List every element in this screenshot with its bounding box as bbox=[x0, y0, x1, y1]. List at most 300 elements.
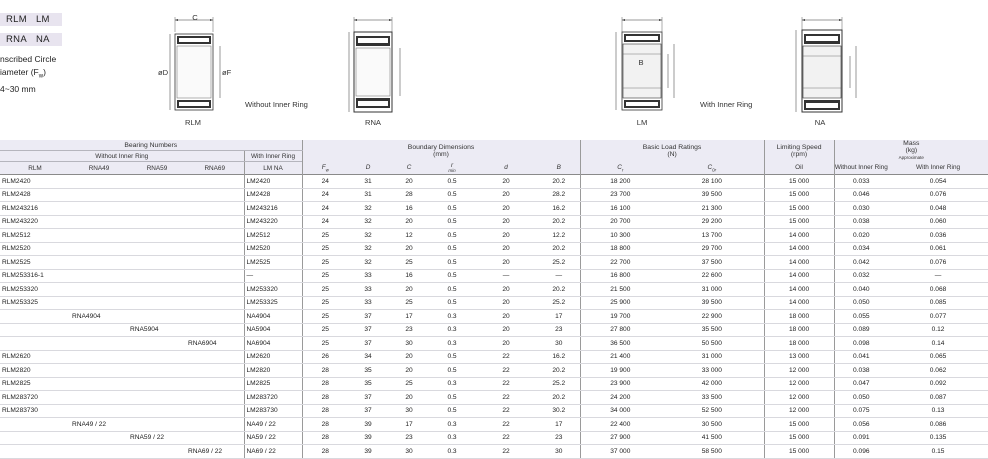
cell-d-inner: 22 bbox=[474, 404, 538, 418]
cell-rlm: RLM283720 bbox=[0, 391, 70, 405]
cell-rna59 bbox=[128, 229, 186, 243]
cell-cor: 58 500 bbox=[660, 445, 764, 459]
col-c: C bbox=[406, 164, 412, 172]
cell-d-outer: 35 bbox=[348, 377, 388, 391]
cell-rlm bbox=[0, 337, 70, 351]
cell-cr: 19 900 bbox=[580, 364, 660, 378]
cell-oil-speed: 15 000 bbox=[764, 418, 834, 432]
cell-rna59 bbox=[128, 364, 186, 378]
col-fw: $F_w$ bbox=[302, 162, 348, 175]
cell-c: 20 bbox=[388, 350, 430, 364]
cell-fw: 25 bbox=[302, 283, 348, 297]
table-row bbox=[0, 431, 988, 445]
header-load-ratings: Basic Load Ratings (N) bbox=[580, 140, 764, 162]
cell-d-inner: 22 bbox=[474, 418, 538, 432]
cell-cor: 28 100 bbox=[660, 175, 764, 189]
table-row bbox=[0, 337, 988, 351]
cell-cr: 19 700 bbox=[580, 310, 660, 324]
cell-mass-without: 0.038 bbox=[834, 364, 888, 378]
cell-cr: 16 100 bbox=[580, 202, 660, 216]
cell-c: 30 bbox=[388, 404, 430, 418]
cell-with-inner-ring: LM2520 bbox=[244, 242, 302, 256]
cell-cr: 21 400 bbox=[580, 350, 660, 364]
cell-d-inner: 20 bbox=[474, 202, 538, 216]
cell-cor: 50 500 bbox=[660, 337, 764, 351]
cell-b: 25.2 bbox=[538, 256, 580, 270]
cell-d-outer: 37 bbox=[348, 310, 388, 324]
cell-mass-with: 0.13 bbox=[888, 404, 988, 418]
cell-oil-speed: 15 000 bbox=[764, 215, 834, 229]
cell-r-min: 0.3 bbox=[430, 431, 474, 445]
cell-rlm bbox=[0, 431, 70, 445]
cell-with-inner-ring: LM243216 bbox=[244, 202, 302, 216]
cell-r-min: 0.5 bbox=[430, 404, 474, 418]
header-row-1 bbox=[0, 140, 988, 151]
cell-rna59: RNA59 / 22 bbox=[128, 431, 186, 445]
cell-mass-with: 0.15 bbox=[888, 445, 988, 459]
cell-r-min: 0.5 bbox=[430, 202, 474, 216]
cell-cor: 33 000 bbox=[660, 364, 764, 378]
header-mass: Mass (kg) Approximate bbox=[834, 140, 988, 162]
bearing-spec-table bbox=[0, 140, 988, 459]
cell-rna49 bbox=[70, 431, 128, 445]
cell-with-inner-ring: LM2525 bbox=[244, 256, 302, 270]
cell-rna49 bbox=[70, 445, 128, 459]
cell-d-inner: 20 bbox=[474, 323, 538, 337]
cell-d-inner: 22 bbox=[474, 377, 538, 391]
cell-fw: 28 bbox=[302, 431, 348, 445]
cell-mass-with: 0.087 bbox=[888, 391, 988, 405]
cell-with-inner-ring: LM283730 bbox=[244, 404, 302, 418]
cell-cr: 23 900 bbox=[580, 377, 660, 391]
cell-mass-without: 0.056 bbox=[834, 418, 888, 432]
cell-c: 20 bbox=[388, 215, 430, 229]
cell-d-inner: 20 bbox=[474, 283, 538, 297]
diagram-lm bbox=[610, 14, 680, 118]
cell-fw: 28 bbox=[302, 391, 348, 405]
cell-b: 20.2 bbox=[538, 215, 580, 229]
cell-rna69 bbox=[186, 364, 244, 378]
cell-with-inner-ring: NA5904 bbox=[244, 323, 302, 337]
cell-r-min: 0.5 bbox=[430, 350, 474, 364]
dim-d-label: øD bbox=[158, 68, 169, 77]
table-row bbox=[0, 364, 988, 378]
cell-c: 30 bbox=[388, 445, 430, 459]
cell-mass-with: 0.085 bbox=[888, 296, 988, 310]
table-row bbox=[0, 418, 988, 432]
series-tag-lm: LM bbox=[35, 14, 50, 25]
cell-oil-speed: 15 000 bbox=[764, 188, 834, 202]
cell-rna69 bbox=[186, 269, 244, 283]
cell-rna69 bbox=[186, 256, 244, 270]
cell-rlm: RLM2520 bbox=[0, 242, 70, 256]
diagram-rna bbox=[340, 14, 410, 118]
cell-d-inner: 20 bbox=[474, 256, 538, 270]
cell-fw: 28 bbox=[302, 445, 348, 459]
col-lm-na: LM NA bbox=[244, 162, 302, 175]
table-row bbox=[0, 269, 988, 283]
cell-r-min: 0.3 bbox=[430, 310, 474, 324]
cell-rna59 bbox=[128, 269, 186, 283]
cell-rna59 bbox=[128, 296, 186, 310]
col-mass-without: Without Inner Ring bbox=[834, 162, 888, 175]
cell-cr: 16 800 bbox=[580, 269, 660, 283]
cell-rlm bbox=[0, 310, 70, 324]
cell-d-outer: 39 bbox=[348, 445, 388, 459]
cell-r-min: 0.5 bbox=[430, 256, 474, 270]
cell-r-min: 0.5 bbox=[430, 391, 474, 405]
cell-cr: 27 800 bbox=[580, 323, 660, 337]
cell-rna49 bbox=[70, 391, 128, 405]
cell-rna59 bbox=[128, 391, 186, 405]
cell-r-min: 0.5 bbox=[430, 242, 474, 256]
cell-c: 20 bbox=[388, 364, 430, 378]
cell-with-inner-ring: LM2420 bbox=[244, 175, 302, 189]
cell-d-inner: 22 bbox=[474, 364, 538, 378]
cell-b: 12.2 bbox=[538, 229, 580, 243]
cell-mass-with: 0.086 bbox=[888, 418, 988, 432]
cell-with-inner-ring: LM2820 bbox=[244, 364, 302, 378]
cell-rna69 bbox=[186, 350, 244, 364]
col-cr: $C_r$ bbox=[580, 162, 660, 175]
table-row bbox=[0, 404, 988, 418]
cell-d-outer: 37 bbox=[348, 391, 388, 405]
cell-b: 20.2 bbox=[538, 283, 580, 297]
cell-cr: 21 500 bbox=[580, 283, 660, 297]
cell-b: 30 bbox=[538, 445, 580, 459]
cell-with-inner-ring: LM283720 bbox=[244, 391, 302, 405]
cell-rlm: RLM253320 bbox=[0, 283, 70, 297]
cell-rlm: RLM243216 bbox=[0, 202, 70, 216]
cell-mass-without: 0.050 bbox=[834, 391, 888, 405]
cell-r-min: 0.5 bbox=[430, 215, 474, 229]
cell-mass-without: 0.046 bbox=[834, 188, 888, 202]
cell-r-min: 0.5 bbox=[430, 283, 474, 297]
cell-rna69 bbox=[186, 296, 244, 310]
cell-mass-without: 0.042 bbox=[834, 256, 888, 270]
inscribed-circle-note bbox=[0, 53, 56, 95]
cell-mass-with: 0.062 bbox=[888, 364, 988, 378]
inscribed-line3: 4~30 mm bbox=[0, 83, 36, 94]
cell-rna69 bbox=[186, 431, 244, 445]
col-rlm: RLM bbox=[28, 164, 42, 172]
cell-cor: 33 500 bbox=[660, 391, 764, 405]
cell-d-inner: — bbox=[474, 269, 538, 283]
cell-mass-without: 0.047 bbox=[834, 377, 888, 391]
cell-c: 17 bbox=[388, 310, 430, 324]
cell-mass-without: 0.032 bbox=[834, 269, 888, 283]
cell-cor: 35 500 bbox=[660, 323, 764, 337]
cell-rna49 bbox=[70, 188, 128, 202]
cell-oil-speed: 15 000 bbox=[764, 202, 834, 216]
cell-mass-without: 0.096 bbox=[834, 445, 888, 459]
cell-rlm: RLM2420 bbox=[0, 175, 70, 189]
cell-rna69 bbox=[186, 310, 244, 324]
cell-rna49 bbox=[70, 337, 128, 351]
cell-mass-with: 0.060 bbox=[888, 215, 988, 229]
cell-mass-with: 0.092 bbox=[888, 377, 988, 391]
cell-fw: 24 bbox=[302, 215, 348, 229]
table-row bbox=[0, 310, 988, 324]
cell-cor: 39 500 bbox=[660, 296, 764, 310]
header-bearing-numbers: Bearing Numbers bbox=[0, 140, 302, 151]
dim-fw-label: øF bbox=[222, 68, 232, 77]
cell-rna59 bbox=[128, 418, 186, 432]
cell-oil-speed: 14 000 bbox=[764, 242, 834, 256]
cell-cr: 18 800 bbox=[580, 242, 660, 256]
cell-fw: 26 bbox=[302, 350, 348, 364]
cell-rna49 bbox=[70, 175, 128, 189]
cell-b: 23 bbox=[538, 431, 580, 445]
cell-mass-without: 0.089 bbox=[834, 323, 888, 337]
cell-with-inner-ring: LM2620 bbox=[244, 350, 302, 364]
cell-mass-without: 0.098 bbox=[834, 337, 888, 351]
cell-fw: 25 bbox=[302, 296, 348, 310]
cell-c: 20 bbox=[388, 175, 430, 189]
table-row bbox=[0, 229, 988, 243]
cell-mass-without: 0.040 bbox=[834, 283, 888, 297]
cell-rlm: RLM2428 bbox=[0, 188, 70, 202]
cell-oil-speed: 18 000 bbox=[764, 323, 834, 337]
cell-rna59 bbox=[128, 337, 186, 351]
cell-rna69 bbox=[186, 391, 244, 405]
cell-d-outer: 31 bbox=[348, 188, 388, 202]
cell-c: 20 bbox=[388, 391, 430, 405]
cell-rna59 bbox=[128, 215, 186, 229]
cell-rna69 bbox=[186, 377, 244, 391]
cell-fw: 28 bbox=[302, 418, 348, 432]
cell-cr: 34 000 bbox=[580, 404, 660, 418]
cell-cr: 10 300 bbox=[580, 229, 660, 243]
cell-d-inner: 20 bbox=[474, 242, 538, 256]
cell-oil-speed: 14 000 bbox=[764, 256, 834, 270]
cell-mass-without: 0.055 bbox=[834, 310, 888, 324]
cell-rna49 bbox=[70, 269, 128, 283]
cell-cr: 25 900 bbox=[580, 296, 660, 310]
cell-fw: 25 bbox=[302, 337, 348, 351]
header-boundary-dimensions: Boundary Dimensions (mm) bbox=[302, 140, 580, 162]
col-d-inner: d bbox=[504, 164, 508, 172]
cell-rna69 bbox=[186, 242, 244, 256]
cell-b: 20.2 bbox=[538, 242, 580, 256]
cell-rlm: RLM2512 bbox=[0, 229, 70, 243]
cell-mass-with: 0.068 bbox=[888, 283, 988, 297]
cell-r-min: 0.5 bbox=[430, 269, 474, 283]
cell-rlm: RLM2620 bbox=[0, 350, 70, 364]
cell-with-inner-ring: LM253320 bbox=[244, 283, 302, 297]
cell-fw: 25 bbox=[302, 256, 348, 270]
cell-r-min: 0.3 bbox=[430, 418, 474, 432]
cell-d-inner: 20 bbox=[474, 296, 538, 310]
table-row bbox=[0, 350, 988, 364]
cell-oil-speed: 12 000 bbox=[764, 391, 834, 405]
cell-b: 17 bbox=[538, 418, 580, 432]
cell-c: 30 bbox=[388, 337, 430, 351]
cell-fw: 24 bbox=[302, 202, 348, 216]
cell-b: 25.2 bbox=[538, 296, 580, 310]
cell-mass-without: 0.041 bbox=[834, 350, 888, 364]
col-r: r min bbox=[448, 162, 456, 174]
header-limiting-speed: Limiting Speed (rpm) bbox=[764, 140, 834, 162]
inscribed-line1: nscribed Circle bbox=[0, 54, 57, 64]
cell-oil-speed: 15 000 bbox=[764, 175, 834, 189]
cell-mass-with: 0.14 bbox=[888, 337, 988, 351]
cell-rlm: RLM283730 bbox=[0, 404, 70, 418]
cell-rna59 bbox=[128, 350, 186, 364]
cell-cr: 22 700 bbox=[580, 256, 660, 270]
cell-mass-without: 0.050 bbox=[834, 296, 888, 310]
group-without-inner-ring: Without Inner Ring bbox=[245, 100, 308, 109]
caption-na: NA bbox=[814, 118, 826, 127]
cell-rna69 bbox=[186, 283, 244, 297]
cell-with-inner-ring: LM2428 bbox=[244, 188, 302, 202]
col-b: B bbox=[556, 164, 561, 172]
col-rna49: RNA49 bbox=[88, 164, 110, 172]
cell-rlm: RLM253316-1 bbox=[0, 269, 70, 283]
cell-c: 12 bbox=[388, 229, 430, 243]
cell-rna49: RNA49 / 22 bbox=[70, 418, 128, 432]
cell-cr: 27 900 bbox=[580, 431, 660, 445]
diagram-na bbox=[790, 14, 864, 118]
cell-cr: 18 200 bbox=[580, 175, 660, 189]
cell-mass-without: 0.038 bbox=[834, 215, 888, 229]
cell-cr: 37 000 bbox=[580, 445, 660, 459]
cell-c: 25 bbox=[388, 256, 430, 270]
cell-mass-with: 0.048 bbox=[888, 202, 988, 216]
dim-b-label: B bbox=[638, 58, 644, 67]
cell-rlm: RLM253325 bbox=[0, 296, 70, 310]
cell-d-inner: 22 bbox=[474, 431, 538, 445]
cell-rlm: RLM243220 bbox=[0, 215, 70, 229]
table-row bbox=[0, 175, 988, 189]
cell-fw: 28 bbox=[302, 364, 348, 378]
cell-cor: 29 200 bbox=[660, 215, 764, 229]
cell-cr: 22 400 bbox=[580, 418, 660, 432]
cell-rna49 bbox=[70, 323, 128, 337]
col-cor: $C_{0r}$ bbox=[707, 163, 717, 172]
cell-c: 17 bbox=[388, 418, 430, 432]
cell-with-inner-ring: LM2825 bbox=[244, 377, 302, 391]
cell-c: 28 bbox=[388, 188, 430, 202]
cell-with-inner-ring: NA59 / 22 bbox=[244, 431, 302, 445]
cell-cor: 30 500 bbox=[660, 418, 764, 432]
cell-c: 16 bbox=[388, 269, 430, 283]
cell-rlm: RLM2820 bbox=[0, 364, 70, 378]
table-row bbox=[0, 202, 988, 216]
cell-cor: 22 900 bbox=[660, 310, 764, 324]
cell-fw: 25 bbox=[302, 323, 348, 337]
cell-rna69: RNA69 / 22 bbox=[186, 445, 244, 459]
cell-oil-speed: 15 000 bbox=[764, 445, 834, 459]
table-row bbox=[0, 296, 988, 310]
col-oil: Oil bbox=[764, 162, 834, 175]
series-tag-rlm-lm bbox=[0, 13, 62, 26]
cell-rna49 bbox=[70, 283, 128, 297]
cell-fw: 25 bbox=[302, 242, 348, 256]
cell-d-inner: 20 bbox=[474, 229, 538, 243]
cell-rna59 bbox=[128, 256, 186, 270]
cell-rna59 bbox=[128, 377, 186, 391]
cell-b: — bbox=[538, 269, 580, 283]
cell-rna49 bbox=[70, 364, 128, 378]
cell-oil-speed: 14 000 bbox=[764, 283, 834, 297]
cell-cr: 23 700 bbox=[580, 188, 660, 202]
cell-r-min: 0.5 bbox=[430, 229, 474, 243]
cell-b: 16.2 bbox=[538, 202, 580, 216]
cell-b: 17 bbox=[538, 310, 580, 324]
cell-rna49 bbox=[70, 215, 128, 229]
cell-b: 28.2 bbox=[538, 188, 580, 202]
cell-mass-with: 0.12 bbox=[888, 323, 988, 337]
cell-mass-with: 0.076 bbox=[888, 256, 988, 270]
cell-d-outer: 34 bbox=[348, 350, 388, 364]
header-row-3 bbox=[0, 162, 988, 175]
cell-oil-speed: 15 000 bbox=[764, 431, 834, 445]
cell-rna59 bbox=[128, 445, 186, 459]
dim-c-label: C bbox=[192, 13, 198, 22]
cell-b: 20.2 bbox=[538, 391, 580, 405]
cell-cor: 29 700 bbox=[660, 242, 764, 256]
cell-d-outer: 37 bbox=[348, 323, 388, 337]
cell-with-inner-ring: NA49 / 22 bbox=[244, 418, 302, 432]
caption-lm: LM bbox=[636, 118, 648, 127]
cell-fw: 28 bbox=[302, 404, 348, 418]
cell-oil-speed: 13 000 bbox=[764, 350, 834, 364]
cell-r-min: 0.3 bbox=[430, 445, 474, 459]
table-row bbox=[0, 283, 988, 297]
cell-r-min: 0.5 bbox=[430, 188, 474, 202]
cell-mass-with: 0.061 bbox=[888, 242, 988, 256]
cell-b: 20.2 bbox=[538, 364, 580, 378]
table-body bbox=[0, 175, 988, 459]
diagram-rlm bbox=[160, 14, 230, 118]
cell-rna69 bbox=[186, 202, 244, 216]
cell-mass-with: 0.036 bbox=[888, 229, 988, 243]
cell-b: 30 bbox=[538, 337, 580, 351]
cell-d-outer: 33 bbox=[348, 269, 388, 283]
series-tag-na: NA bbox=[35, 34, 50, 45]
series-tag-rna: RNA bbox=[6, 34, 27, 45]
cell-oil-speed: 18 000 bbox=[764, 337, 834, 351]
caption-rna: RNA bbox=[364, 118, 382, 127]
series-tag-rna-na bbox=[0, 33, 62, 46]
table-row bbox=[0, 391, 988, 405]
cell-cor: 52 500 bbox=[660, 404, 764, 418]
cell-d-inner: 22 bbox=[474, 391, 538, 405]
cell-oil-speed: 12 000 bbox=[764, 377, 834, 391]
cell-rna59 bbox=[128, 310, 186, 324]
cell-cor: 21 300 bbox=[660, 202, 764, 216]
cell-d-outer: 39 bbox=[348, 418, 388, 432]
cell-rlm: RLM2825 bbox=[0, 377, 70, 391]
cell-cor: 22 600 bbox=[660, 269, 764, 283]
cell-mass-with: 0.076 bbox=[888, 188, 988, 202]
cell-fw: 28 bbox=[302, 377, 348, 391]
table-row bbox=[0, 188, 988, 202]
cell-d-outer: 32 bbox=[348, 215, 388, 229]
cell-with-inner-ring: NA4904 bbox=[244, 310, 302, 324]
cell-rlm bbox=[0, 418, 70, 432]
cell-rna69 bbox=[186, 175, 244, 189]
cell-d-outer: 32 bbox=[348, 242, 388, 256]
cell-mass-with: 0.054 bbox=[888, 175, 988, 189]
table-row bbox=[0, 256, 988, 270]
caption-rlm: RLM bbox=[184, 118, 202, 127]
cell-d-inner: 20 bbox=[474, 337, 538, 351]
table-row bbox=[0, 323, 988, 337]
cell-r-min: 0.3 bbox=[430, 337, 474, 351]
cell-d-outer: 33 bbox=[348, 283, 388, 297]
